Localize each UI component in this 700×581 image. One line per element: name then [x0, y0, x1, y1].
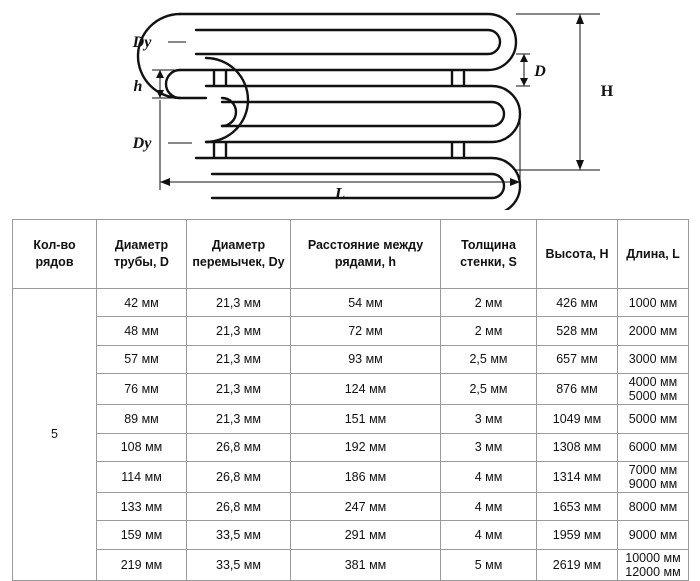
cell-pipe-diameter: 108 мм [97, 433, 187, 461]
cell-pipe-diameter: 219 мм [97, 549, 187, 580]
header-line: рядами, h [334, 255, 397, 269]
pipe-outline [138, 14, 520, 142]
header-line: трубы, D [114, 255, 169, 269]
header-line: Кол-во [33, 238, 76, 253]
cell-pipe-diameter: 114 мм [97, 461, 187, 492]
label-h-big: H [600, 83, 614, 100]
cell-row-distance: 291 мм [291, 521, 441, 549]
label-h-small: h [133, 78, 143, 95]
length-value: 10000 мм [625, 550, 681, 565]
header-line: Расстояние между [307, 238, 424, 253]
header-line: стенки, S [460, 255, 517, 269]
header-line: Длина, L [626, 246, 680, 261]
cell-height: 1308 мм [537, 433, 618, 461]
cell-length: 3000 мм [618, 345, 689, 373]
table-row [13, 317, 689, 345]
header-line: Высота, Н [545, 246, 609, 261]
cell-pipe-diameter: 76 мм [97, 374, 187, 405]
header-line: перемычек, Dy [192, 255, 285, 269]
pipe-nipples [214, 70, 464, 158]
header-row-distance [291, 220, 441, 289]
cell-row-distance: 124 мм [291, 374, 441, 405]
cell-pipe-diameter: 89 мм [97, 405, 187, 433]
cell-length: 5000 мм [618, 405, 689, 433]
header-rows-count [13, 220, 97, 289]
cell-row-distance: 54 мм [291, 289, 441, 317]
label-d: D [534, 63, 546, 80]
cell-jumper-diameter: 21,3 мм [187, 317, 291, 345]
register-schematic [0, 0, 700, 210]
cell-length: 9000 мм [618, 521, 689, 549]
header-jumper-diameter [187, 220, 291, 289]
table-row [13, 345, 689, 373]
cell-row-distance: 381 мм [291, 549, 441, 580]
cell-wall-thickness: 3 мм [441, 433, 537, 461]
cell-jumper-diameter: 33,5 мм [187, 549, 291, 580]
cell-jumper-diameter: 21,3 мм [187, 345, 291, 373]
cell-jumper-diameter: 26,8 мм [187, 433, 291, 461]
cell-length [618, 461, 689, 492]
length-value: 7000 мм [628, 462, 678, 477]
header-pipe-diameter [97, 220, 187, 289]
cell-jumper-diameter: 21,3 мм [187, 289, 291, 317]
cell-jumper-diameter: 33,5 мм [187, 521, 291, 549]
cell-height: 1049 мм [537, 405, 618, 433]
cell-wall-thickness: 5 мм [441, 549, 537, 580]
table-row [13, 374, 689, 405]
dimension-labels [132, 34, 614, 203]
table-row [13, 549, 689, 580]
cell-jumper-diameter: 26,8 мм [187, 461, 291, 492]
length-value: 5000 мм [628, 389, 678, 404]
cell-pipe-diameter: 57 мм [97, 345, 187, 373]
cell-height: 426 мм [537, 289, 618, 317]
cell-length: 6000 мм [618, 433, 689, 461]
cell-height: 1314 мм [537, 461, 618, 492]
cell-row-distance: 72 мм [291, 317, 441, 345]
label-dy-bottom: Dy [132, 135, 152, 152]
cell-rows-count: 5 [13, 289, 97, 581]
cell-jumper-diameter: 21,3 мм [187, 405, 291, 433]
table-row [13, 405, 689, 433]
cell-wall-thickness: 2,5 мм [441, 374, 537, 405]
spec-table [12, 219, 689, 581]
header-wall-thickness [441, 220, 537, 289]
cell-length [618, 374, 689, 405]
table-row [13, 492, 689, 520]
spec-table-wrapper [12, 219, 688, 581]
schematic-svg [0, 0, 700, 210]
cell-height: 1959 мм [537, 521, 618, 549]
cell-row-distance: 247 мм [291, 492, 441, 520]
label-dy-top: Dy [132, 34, 152, 51]
cell-pipe-diameter: 48 мм [97, 317, 187, 345]
cell-wall-thickness: 3 мм [441, 405, 537, 433]
table-row [13, 461, 689, 492]
cell-length: 8000 мм [618, 492, 689, 520]
length-value: 9000 мм [628, 476, 678, 491]
cell-jumper-diameter: 21,3 мм [187, 374, 291, 405]
cell-row-distance: 186 мм [291, 461, 441, 492]
cell-length [618, 549, 689, 580]
cell-row-distance: 192 мм [291, 433, 441, 461]
cell-height: 876 мм [537, 374, 618, 405]
cell-pipe-diameter: 159 мм [97, 521, 187, 549]
header-length [618, 220, 689, 289]
length-value: 4000 мм [628, 375, 678, 390]
pipe-bottom-row [196, 158, 520, 210]
header-height [537, 220, 618, 289]
table-row [13, 433, 689, 461]
table-row [13, 289, 689, 317]
header-line: Диаметр [114, 238, 169, 253]
label-l: L [334, 184, 346, 203]
cell-pipe-diameter: 133 мм [97, 492, 187, 520]
cell-height: 2619 мм [537, 549, 618, 580]
cell-wall-thickness: 2 мм [441, 317, 537, 345]
cell-wall-thickness: 4 мм [441, 461, 537, 492]
cell-height: 657 мм [537, 345, 618, 373]
header-line: Толщина [461, 238, 516, 253]
cell-length: 1000 мм [618, 289, 689, 317]
cell-row-distance: 151 мм [291, 405, 441, 433]
cell-wall-thickness: 2 мм [441, 289, 537, 317]
table-body [13, 289, 689, 581]
table-header-row [13, 220, 689, 289]
cell-wall-thickness: 4 мм [441, 521, 537, 549]
header-line: рядов [35, 255, 74, 269]
cell-length: 2000 мм [618, 317, 689, 345]
cell-pipe-diameter: 42 мм [97, 289, 187, 317]
cell-jumper-diameter: 26,8 мм [187, 492, 291, 520]
table-row [13, 521, 689, 549]
cell-height: 1653 мм [537, 492, 618, 520]
cell-row-distance: 93 мм [291, 345, 441, 373]
length-value: 12000 мм [625, 564, 681, 579]
cell-wall-thickness: 2,5 мм [441, 345, 537, 373]
cell-wall-thickness: 4 мм [441, 492, 537, 520]
header-line: Диаметр [211, 238, 266, 253]
cell-height: 528 мм [537, 317, 618, 345]
